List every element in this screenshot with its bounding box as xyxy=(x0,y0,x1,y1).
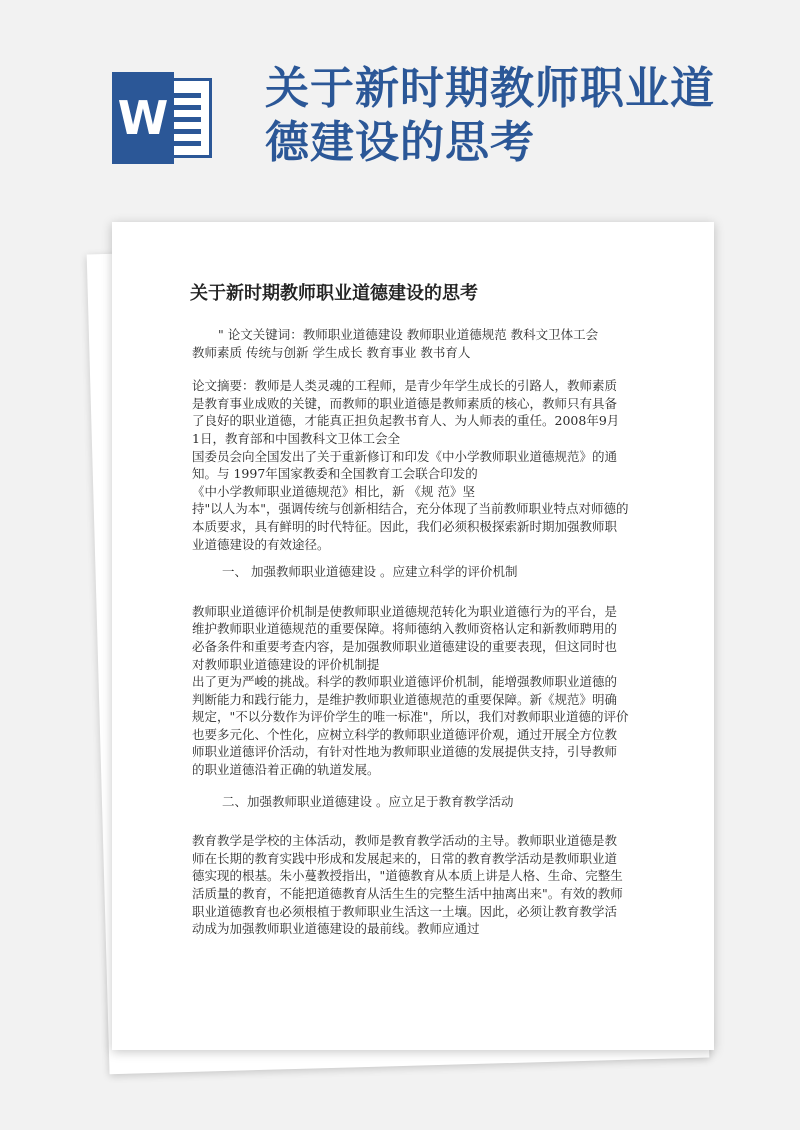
abstract-line: 国委员会向全国发出了关于重新修订和印发《中小学教师职业道德规范》的通 xyxy=(192,448,618,464)
section-2-line: 教育教学是学校的主体活动，教师是教育教学活动的主导。教师职业道德是教 xyxy=(192,833,618,849)
section-2-line: 德实现的根基。朱小蔓教授指出，"道德教育从本质上讲是人格、生命、完整生 xyxy=(192,868,623,884)
section-1-line: 师职业道德评价活动，有针对性地为教师职业道德的发展提供支持，引导教师 xyxy=(192,744,618,760)
keywords-line-1: " 论文关键词：教师职业道德建设 教师职业道德规范 教科文卫体工会 xyxy=(218,327,599,342)
section-2-line: 活质量的教育，不能把道德教育从活生生的完整生活中抽离出来"。有效的教师 xyxy=(192,886,623,902)
abstract-line: 《中小学教师职业道德规范》相比，新 《规 范》坚 xyxy=(192,483,475,499)
word-document-icon xyxy=(112,72,216,164)
section-1-line: 维护教师职业道德规范的重要保障。将师德纳入教师资格认定和新教师聘用的 xyxy=(192,621,618,637)
section-1-line: 规定，"不以分数作为评价学生的唯一标准"，所以，我们对教师职业道德的评价 xyxy=(192,709,629,725)
abstract-line: 知。与 1997年国家教委和全国教育工会联合印发的 xyxy=(192,466,478,482)
section-2-heading: 二、加强教师职业道德建设 。应立足于教育教学活动 xyxy=(222,793,514,809)
section-2-paragraph xyxy=(192,832,632,938)
abstract-line: 本质要求，具有鲜明的时代特征。因此，我们必须积极探索新时期加强教师职 xyxy=(192,518,618,534)
keywords-line-2: 教师素质 传统与创新 学生成长 教育事业 教书育人 xyxy=(192,344,471,360)
header-title-line-2: 德建设的思考 xyxy=(265,117,535,168)
abstract-line: 1日，教育部和中国教科文卫体工会全 xyxy=(192,430,400,446)
document-title: 关于新时期教师职业道德建设的思考 xyxy=(190,283,478,304)
abstract-line: 业道德建设的有效途径。 xyxy=(192,536,330,552)
section-2-line: 师在长期的教育实践中形成和发展起来的，日常的教育教学活动是教师职业道 xyxy=(192,850,618,866)
abstract-line: 了良好的职业道德，才能真正担负起教书育人、为人师表的重任。2008年9月 xyxy=(192,413,620,429)
abstract-line: 论文摘要：教师是人类灵魂的工程师，是青少年学生成长的引路人，教师素质 xyxy=(192,378,618,394)
section-1-line: 的职业道德沿着正确的轨道发展。 xyxy=(192,762,380,778)
section-1-line: 对教师职业道德建设的评价机制提 xyxy=(192,656,380,672)
section-1-paragraph xyxy=(192,603,632,779)
header-banner xyxy=(0,0,800,205)
abstract-line: 持"以人为本"，强调传统与创新相结合，充分体现了当前教师职业特点对师德的 xyxy=(192,501,629,517)
document-body xyxy=(192,326,632,938)
section-2-line: 动成为加强教师职业道德建设的最前线。教师应通过 xyxy=(192,921,480,937)
abstract-line: 是教育事业成败的关键，而教师的职业道德是教师素质的核心，教师只有具备 xyxy=(192,395,618,411)
header-title xyxy=(265,62,775,170)
section-1-line: 判断能力和践行能力，是维护教师职业道德规范的重要保障。新《规范》明确 xyxy=(192,691,618,707)
section-1-line: 出了更为严峻的挑战。科学的教师职业道德评价机制，能增强教师职业道德的 xyxy=(192,674,618,690)
abstract-paragraph xyxy=(192,377,632,553)
section-1-line: 必备条件和重要考查内容，是加强教师职业道德建设的重要表现，但这同时也 xyxy=(192,638,618,654)
section-1-heading: 一、 加强教师职业道德建设 。应建立科学的评价机制 xyxy=(222,564,518,580)
header-title-line-1: 关于新时期教师职业道 xyxy=(265,63,715,114)
section-2-line: 职业道德教育也必须根植于教师职业生活这一土壤。因此，必须让教育教学活 xyxy=(192,903,618,919)
word-logo-letter: W xyxy=(112,72,174,164)
section-1-line: 也要多元化、个性化，应树立科学的教师职业道德评价观，通过开展全方位教 xyxy=(192,726,618,742)
section-1-line: 教师职业道德评价机制是使教师职业道德规范转化为职业道德行为的平台，是 xyxy=(192,603,618,619)
